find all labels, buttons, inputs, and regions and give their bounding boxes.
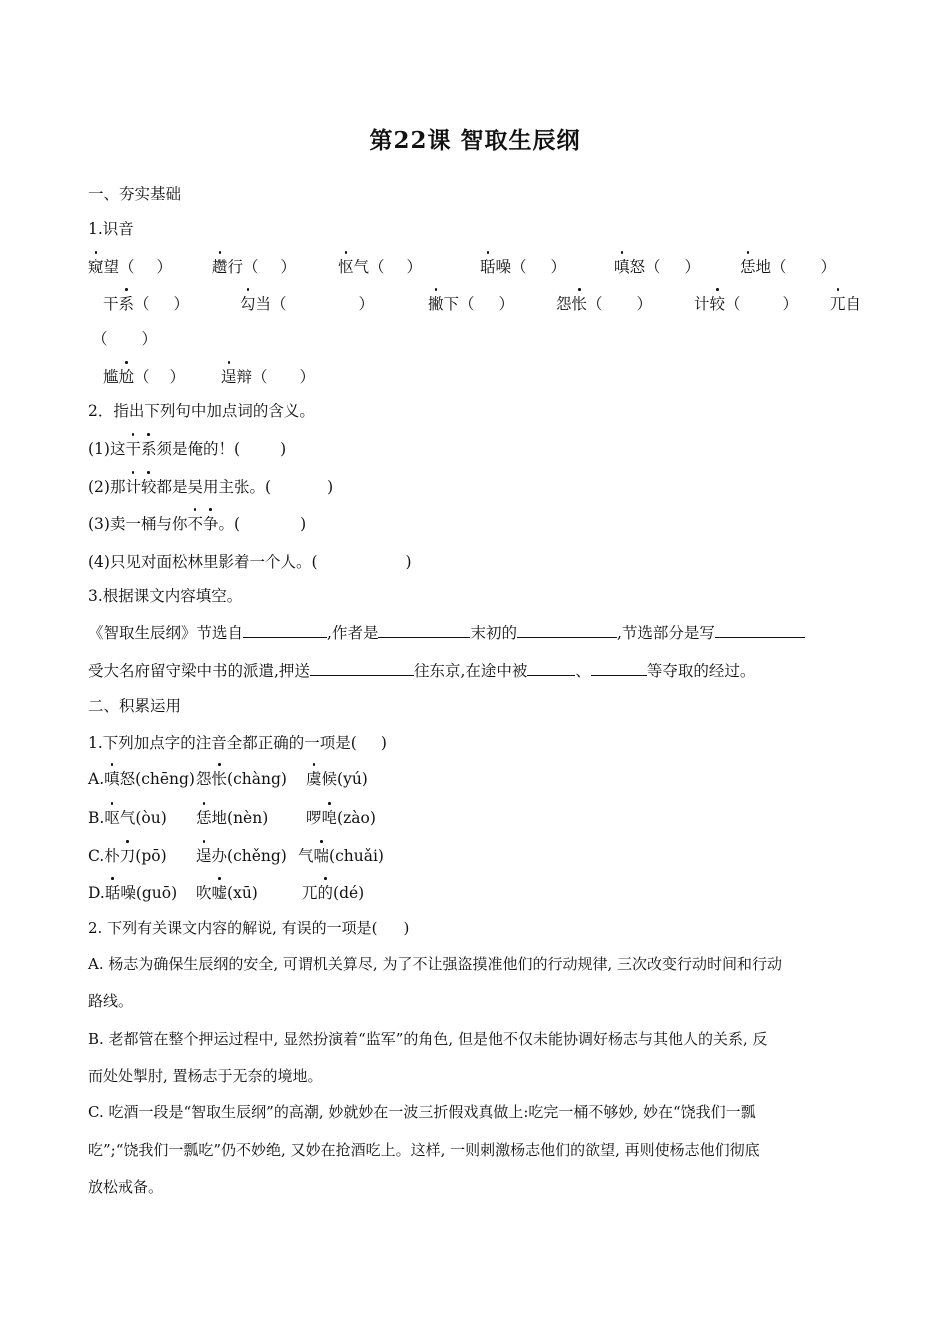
p2-option-a-line2: 路线。 <box>88 992 134 1010</box>
dotted-char: 聒 <box>480 258 496 276</box>
dotted-char: 窥 <box>88 258 104 276</box>
q1-heading: 1.识音 <box>88 220 134 238</box>
dotted-char: 撇 <box>428 295 444 313</box>
pron-item: 怨怅（ ） <box>556 295 653 313</box>
p2-option-a-line1: A. 杨志为确保生辰纲的安全, 可谓机关算尽, 为了不让强盗摸准他们的行动规律, 三次改变行动时间和行动 <box>88 955 782 973</box>
dotted-char: 系 <box>118 295 135 313</box>
pron-item: 恁地（ ） <box>740 258 837 276</box>
q3-line-1: 《智取生辰纲》节选自 ,作者是 末初的 ,节选部分是写 <box>88 622 805 644</box>
p2-option-c-line3: 放松戒备。 <box>88 1178 164 1196</box>
dotted-char: 逞 <box>221 368 237 386</box>
dotted-char: 勾 <box>240 295 256 313</box>
dotted-char: 兀 <box>830 295 846 313</box>
pron-item: 逞辩（ ） <box>221 368 316 386</box>
pron-item: 干系（ ） <box>103 295 190 313</box>
q3-line-2: 受大名府留守梁中书的派遣,押送 往东京,在途中被 、 等夺取的经过。 <box>88 662 756 680</box>
dotted-char: 怄 <box>338 258 354 276</box>
q2-sentence-3: (3)卖一桶与你不争。( ) <box>88 515 307 533</box>
p2-option-b-line2: 而处处掣肘, 置杨志于无奈的境地。 <box>88 1067 323 1085</box>
q2-heading: 2．指出下列句中加点词的含义。 <box>88 402 315 420</box>
pron-item: 兀自 <box>830 295 862 313</box>
dotted-char: 怅 <box>571 295 588 313</box>
pron-item: 趱行（ ） <box>212 258 297 276</box>
q2-sentence-1: (1)这干系须是俺的！( ) <box>88 440 287 458</box>
q2-sentence-4: (4)只见对面松林里影着一个人。( ) <box>88 553 412 571</box>
p2-heading: 2. 下列有关课文内容的解说, 有误的一项是( ) <box>88 919 410 937</box>
section-1-heading: 一、夯实基础 <box>88 185 182 203</box>
p2-option-b-line1: B. 老都管在整个押运过程中, 显然扮演着“监军”的角色, 但是他不仅未能协调好杨志与其他人的关系, 反 <box>88 1030 768 1048</box>
q3-heading: 3.根据课文内容填空。 <box>88 587 243 605</box>
pron-item: 嗔怒（ ） <box>614 258 701 276</box>
dotted-char: 尬 <box>118 368 135 386</box>
p1-option-b: B.呕气(òu) <box>88 809 167 827</box>
pron-item: 怄气（ ） <box>338 258 423 276</box>
q2-sentence-2: (2)那计较都是吴用主张。( ) <box>88 478 334 496</box>
dotted-char: 趱 <box>212 258 228 276</box>
p2-option-c-line2: 吃”;“饶我们一瓢吃”仍不妙绝, 又妙在抢酒吃上。这样, 一则刺激杨志他们的欲望, 再则使杨志他们彻底 <box>88 1141 760 1159</box>
dotted-char: 恁 <box>740 258 756 276</box>
page-title: 第22课 智取生辰纲 <box>369 127 581 154</box>
dotted-char: 较 <box>709 295 726 313</box>
pron-item: 撇下（ ） <box>428 295 515 313</box>
p1-heading: 1.下列加点字的注音全都正确的一项是( ) <box>88 734 387 752</box>
p1-option-c: C.朴刀(pō) <box>88 847 167 865</box>
p1-option-d: D.聒噪(guō) <box>88 884 178 902</box>
p2-option-c-line1: C. 吃酒一段是“智取生辰纲”的高潮, 妙就妙在一波三折假戏真做上:吃完一桶不够妙, 妙在“饶我们一瓢 <box>88 1103 756 1121</box>
pron-item: 尴尬（ ） <box>103 368 186 386</box>
pron-item: 聒噪（ ） <box>480 258 567 276</box>
pron-item: 勾当（ ） <box>240 295 375 313</box>
dotted-char: 嗔 <box>614 258 630 276</box>
pron-item: 计较（ ） <box>694 295 799 313</box>
pron-item: 窥望（ ） <box>88 258 173 276</box>
pron-item-blank: （ ） <box>92 330 158 348</box>
worksheet-page: 第22课 智取生辰纲 一、夯实基础 1.识音 窥望（ ） 趱行（ ） 怄气（ ） 聒噪（ ） 嗔怒（ ） 恁地（ ） 干系（ ） 勾当（ ） 撇下（ ） 怨怅（ ） 计较（ ） 兀自 （ ） 尴尬（ ） 逞辩（ ） 2．指出下列句中加点词的含义。 (1)这干系须是俺的！( ) (2)那计较都是吴用主张。( ) (3)卖一桶与你不争。( ) (4)只见对面松林里影着一个人。( ) 3.根据课文内容填空。 《智取生辰纲》节选自 ,作者是 末初的 ,节选部分是写 受大名府留守梁中书的派遣,押送 往东京,在途中被 、 等夺取的经过。 二、积累运用 1.下列加点字的注音全都正确的一项是( ) A.嗔怒(chēng) 怨怅(chàng) 虞候(yú) B.呕气(òu) 恁地(nèn) 啰唣(zào) C.朴刀(pō) 逞办(chěng) 气喘(chuǎi) D.聒噪(guō) 吹嘘(xū) 兀的(dé) 2. 下列有关课文内容的解说, 有误的一项是( ) A. 杨志为确保生辰纲的安全, 可谓机关算尽, 为了不让强盗摸准他们的行动规律, 三次改变行动时间和行动 路线。 B. 老都管在整个押运过程中, 显然扮演着“监军”的角色, 但是他不仅未能协调好杨志与其他人的关系, 反 而处处掣肘, 置杨志于无奈的境地。 C. 吃酒一段是“智取生辰纲”的高潮, 妙就妙在一波三折假戏真做上:吃完一桶不够妙, 妙在“饶我们一瓢 吃”;“饶我们一瓢吃”仍不妙绝, 又妙在抢酒吃上。这样, 一则刺激杨志他们的欲望, 再则使杨志他们彻底 放松戒备。 <box>0 0 950 1344</box>
p1-option-a: A.嗔怒(chēng) <box>88 770 195 788</box>
section-2-heading: 二、积累运用 <box>88 697 182 715</box>
